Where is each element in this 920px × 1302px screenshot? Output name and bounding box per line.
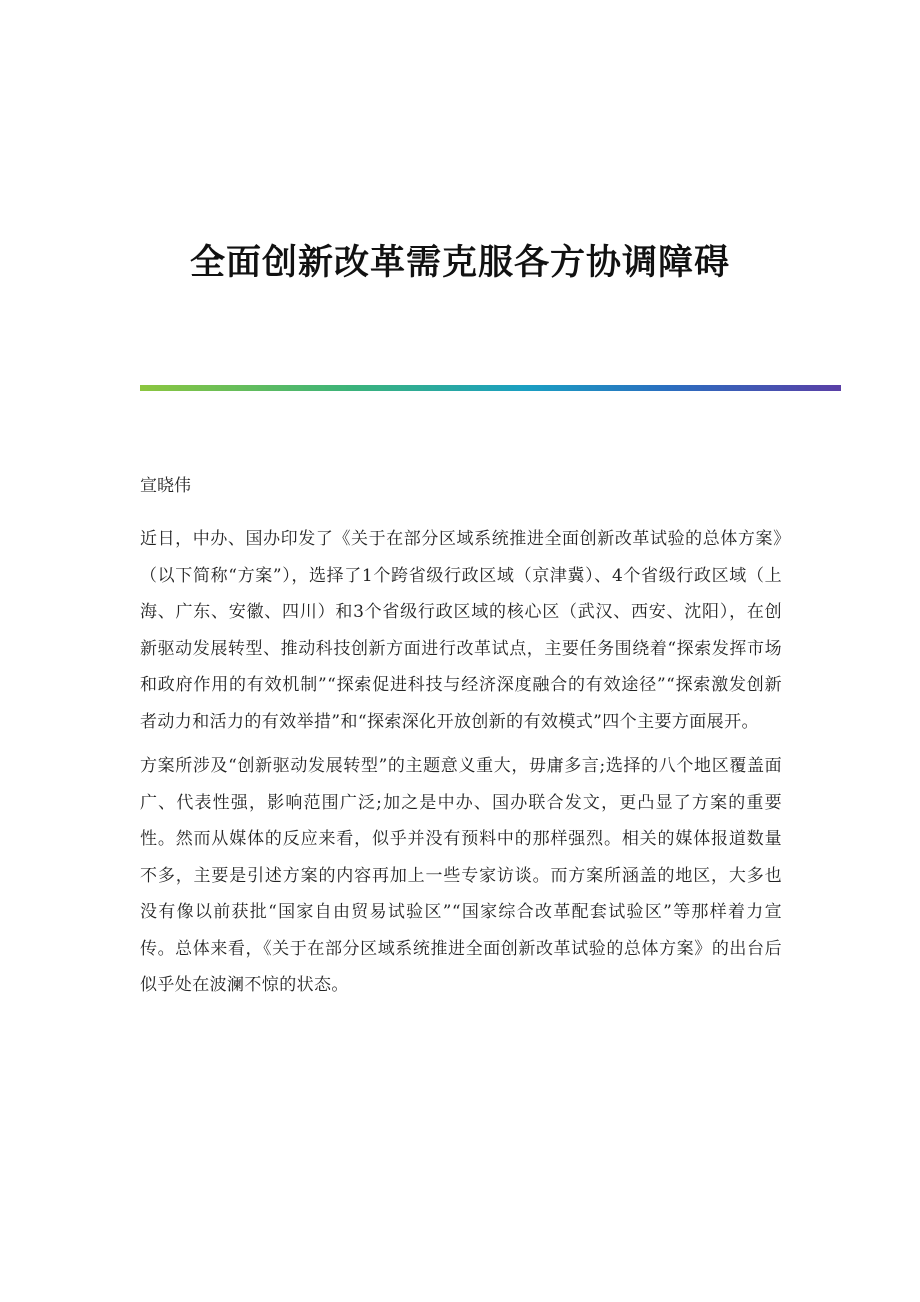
paragraph-2: 方案所涉及“创新驱动发展转型”的主题意义重大，毋庸多言;选择的八个地区覆盖面广、代表性强，影响范围广泛;加之是中办、国办联合发文，更凸显了方案的重要性。然而从媒体的反应来看，似乎并没有预料中的那样强烈。相关的媒体报道数量不多，主要是引述方案的内容再加上一些专家访谈。而方案所涵盖的地区，大多也没有像以前获批“国家自由贸易试验区”“国家综合改革配套试验区”等那样着力宣传。总体来看，《关于在部分区域系统推进全面创新改革试验的总体方案》的出台后似乎处在波澜不惊的状态。 [140, 756, 782, 995]
article-body [140, 521, 782, 1012]
document-title: 全面创新改革需克服各方协调障碍 [189, 242, 730, 284]
paragraph-1: 近日，中办、国办印发了《关于在部分区域系统推进全面创新改革试验的总体方案》（以下简称“方案”），选择了1个跨省级行政区域（京津冀）、4个省级行政区域（上海、广东、安徽、四川）和3个省级行政区域的核心区（武汉、西安、沈阳），在创新驱动发展转型、推动科技创新方面进行改革试点，主要任务围绕着“探索发挥市场和政府作用的有效机制”“探索促进科技与经济深度融合的有效途径”“探索激发创新者动力和活力的有效举措”和“探索深化开放创新的有效模式”四个主要方面展开。 [140, 529, 782, 732]
author-name: 宣晓伟 [140, 476, 191, 496]
title-divider [140, 385, 841, 391]
